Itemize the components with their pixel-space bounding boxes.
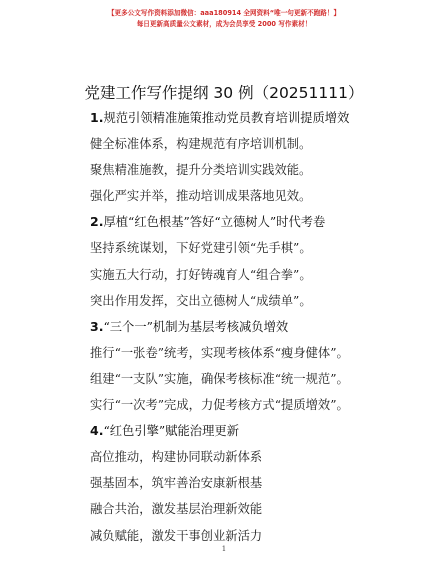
section-4-number: 4.	[90, 423, 104, 439]
section-1-heading	[90, 110, 430, 126]
section-3-heading	[90, 319, 430, 335]
section-1-item-1: 健全标准体系，构建规范有序培训机制。	[90, 137, 312, 152]
section-3-item-2: 组建“一支队”实施，确保考核标准“统一规范”。	[90, 371, 349, 386]
section-1-item-3: 强化严实并举，推动培训成果落地见效。	[90, 189, 312, 204]
section-2-item-3: 突出作用发挥，交出立德树人“成绩单”。	[90, 293, 312, 308]
document-body	[90, 110, 430, 554]
document-title: 党建工作写作提纲 30 例（20251111）	[84, 84, 364, 102]
section-3-item-3: 实行“一次考”完成，力促考核方式“提质增效”。	[90, 398, 349, 413]
section-2-number: 2.	[90, 214, 104, 230]
section-2-item-1: 坚持系统谋划，下好党建引领“先手棋”。	[90, 241, 312, 256]
promo-banner-line-1: 【更多公文写作资料添加微信：aaa180914 全网资料“唯一句更新不跑路！】	[107, 9, 341, 17]
section-3-heading-text: “三个一”机制为基层考核减负增效	[103, 319, 289, 334]
section-3-item-1: 推行“一张卷”统考，实现考核体系“瘦身健体”。	[90, 345, 349, 360]
promo-banner	[0, 8, 448, 30]
section-4-heading-text: “红色引擎”赋能治理更新	[103, 424, 239, 439]
section-2-item-2: 实施五大行动，打好铸魂育人“组合拳”。	[90, 267, 312, 282]
section-4-item-1: 高位推动，构建协同联动新体系	[90, 450, 263, 465]
section-3-number: 3.	[90, 318, 104, 334]
section-4-heading	[90, 423, 430, 439]
page-number: 1	[221, 545, 227, 553]
promo-banner-line-2: 每日更新高质量公文素材，成为会员享受 2000 写作素材！	[136, 20, 312, 28]
section-4-item-3: 融合共治，激发基层治理新效能	[90, 502, 263, 517]
section-2-heading	[90, 214, 430, 230]
section-2-heading-text: 厚植“红色根基”答好“立德树人”时代考卷	[103, 215, 326, 230]
section-1-heading-text: 规范引领精准施策推动党员教育培训提质增效	[103, 111, 350, 125]
section-4-item-2: 强基固本，筑牢善治安康新根基	[90, 476, 263, 491]
section-4-item-4: 减负赋能，激发干事创业新活力	[90, 528, 263, 543]
section-1-number: 1.	[90, 110, 104, 125]
section-1-item-2: 聚焦精准施教，提升分类培训实践效能。	[90, 163, 312, 178]
